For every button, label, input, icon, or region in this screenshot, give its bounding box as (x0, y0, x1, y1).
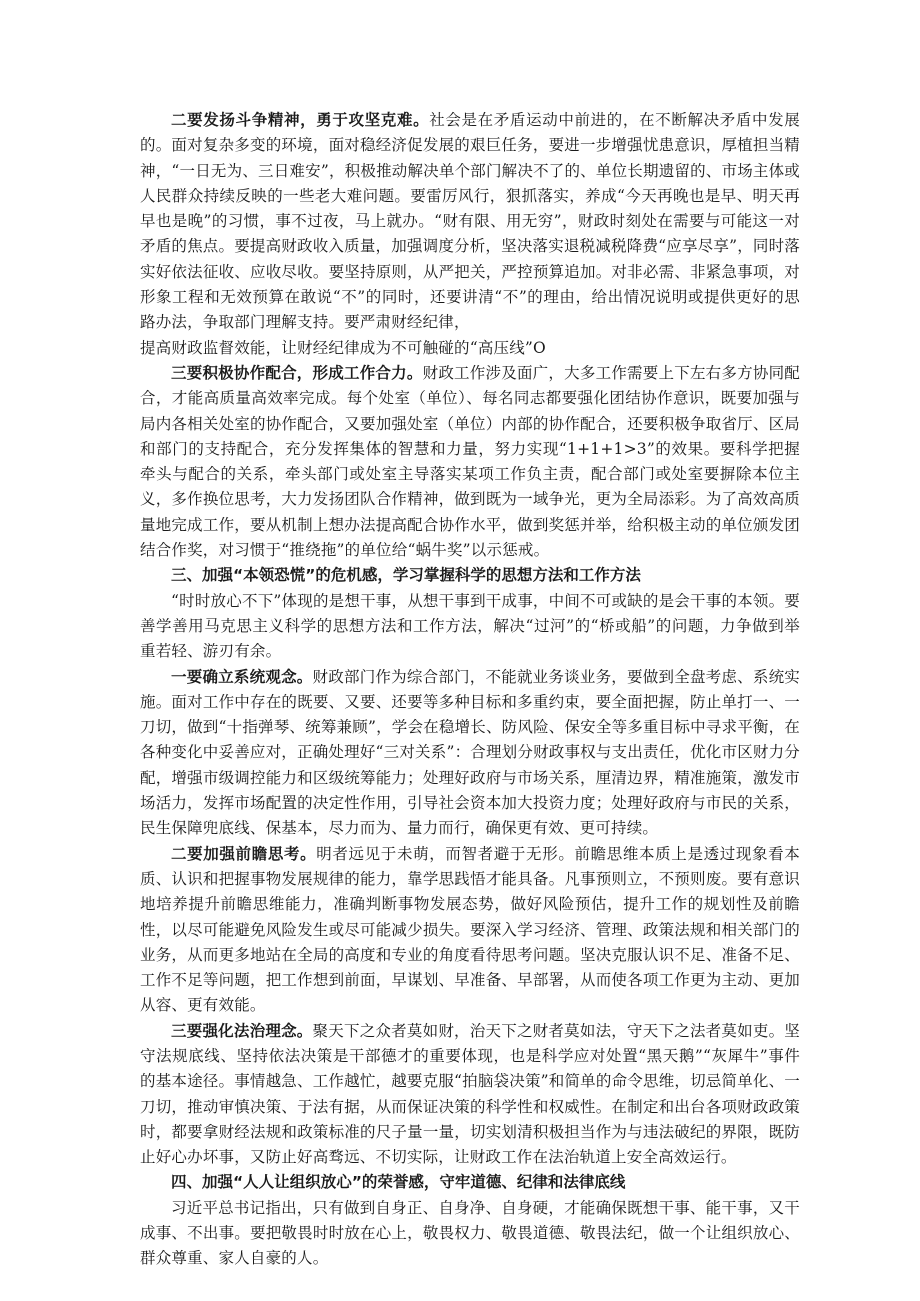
paragraph-body: 财政工作涉及面广，大多工作需要上下左右多方协同配合，才能高质量高效率完成。每个处室（单位）、每名同志都要强化团结协作意识，既要加强与局内各相关处室的协作配合，又要加强处室（单位）内部的协作配合，还要积极争取省厅、区局和部门的支持配合，充分发挥集体的智慧和力量，努力实现“1+1+1>3”的效果。要科学把握牵头与配合的关系，牵头部门或处室主导落实某项工作负主责，配合部门或处室要摒除本位主义，多作换位思考，大力发扬团队合作精神，做到既为一域争光，更为全局添彩。为了高效高质量地完成工作，要从机制上想办法提高配合协作水平，做到奖惩并举，给积极主动的单位颁发团结合作奖，对习惯于“推绕拖”的单位给“蜗牛奖”以示惩戒。 (140, 363, 800, 560)
paragraph-cooperation (140, 361, 800, 563)
document-page (140, 108, 800, 1272)
paragraph-system-view (140, 665, 800, 842)
paragraph-body: 明者远见于未萌，而智者避于无形。前瞻思维本质上是透过现象看本质、认识和把握事物发展规律的能力，靠学思践悟才能具备。凡事预则立，不预则废。要有意识地培养提升前瞻思维能力，准确判断事物发展态势，做好风险预估，提升工作的规划性及前瞻性，以尽可能避免风险发生或尽可能减少损失。要深入学习经济、管理、政策法规和相关部门的业务，从而更多地站在全局的高度和专业的角度看待思考问题。坚决克服认识不足、准备不足、工作不足等问题，把工作想到前面，早谋划、早准备、早部署，从而使各项工作更为主动、更加从容、更有效能。 (140, 844, 800, 1015)
paragraph-lead: 二要发扬斗争精神，勇于攻坚克难。 (171, 111, 430, 129)
paragraph-lead: 三要积极协作配合，形成工作合力。 (171, 363, 423, 382)
paragraph-body: 社会是在矛盾运动中前进的，在不断解决矛盾中发展的。面对复杂多变的环境，面对稳经济促发展的艰巨任务，要进一步增强忧患意识，厚植担当精神，“一日无为、三日难安”，积极推动解决单个部门解决不了的、单位长期遗留的、市场主体或人民群众持续反映的一些老大难问题。要雷厉风行，狠抓落实，养成“今天再晚也是早、明天再早也是晚”的习惯，事不过夜，马上就办。“财有限、用无穷”，财政时刻处在需要与可能这一对矛盾的焦点。要提高财政收入质量，加强调度分析，坚决落实退税减税降费“应享尽享”，同时落实好依法征收、应收尽收。要坚持原则，从严把关，严控预算追加。对非必需、非紧急事项，对形象工程和无效预算在敢说“不”的同时，还要讲清“不”的理由，给出情况说明或提供更好的思路办法，争取部门理解支持。要严肃财经纪律， (140, 111, 800, 332)
paragraph-body: 财政部门作为综合部门，不能就业务谈业务，要做到全盘考虑、系统实施。面对工作中存在的既要、又要、还要等多种目标和多重约束，要全面把握，防止单打一、一刀切，做到“十指弹琴、统筹兼顾”，学会在稳增长、防风险、保安全等多重目标中寻求平衡，在各种变化中妥善应对，正确处理好“三对关系”：合理划分财政事权与支出责任，优化市区财力分配，增强市级调控能力和区级统筹能力；处理好政府与市场关系，厘清边界，精准施策，激发市场活力，发挥市场配置的决定性作用，引导社会资本加大投资力度；处理好政府与市民的关系，民生保障兜底线、保基本，尽力而为、量力而行，确保更有效、更可持续。 (140, 667, 800, 838)
paragraph-supervision: 提高财政监督效能，让财经纪律成为不可触碰的“高压线”O (140, 338, 546, 357)
paragraph-integrity: 习近平总书记指出，只有做到自身正、自身净、自身硬，才能确保既想干事、能干事，又干成事、不出事。要把敬畏时时放在心上，敬畏权力、敬畏道德、敬畏法纪，做一个让组织放心、群众尊重、家人自豪的人。 (140, 1198, 800, 1268)
paragraph-lead: 一要确立系统观念。 (171, 667, 313, 686)
paragraph-body: 聚天下之众者莫如财，治天下之财者莫如法，守天下之法者莫如吏。坚守法规底线、坚持依法决策是干部德才的重要体现，也是科学应对处置“黑天鹅”“灰犀牛”事件的基本途径。事情越急、工作越忙，越要克服“拍脑袋决策”和简单的命令思维，切忌简单化、一刀切，推动审慎决策、于法有据，从而保证决策的科学性和权威性。在制定和出台各项财政政策时，都要拿财经法规和政策标准的尺子量一量，切实划清积极担当作为与违法破纪的界限，既防止好心办坏事，又防止好高骛远、不切实际，让财政工作在法治轨道上安全高效运行。 (140, 1021, 800, 1167)
section-heading-4: 四、加强“人人让组织放心”的荣誉感，守牢道德、纪律和法律底线 (171, 1173, 626, 1192)
paragraph-rule-of-law (140, 1019, 800, 1171)
paragraph-forward-thinking (140, 842, 800, 1019)
paragraph-lead: 三要强化法治理念。 (171, 1021, 313, 1040)
paragraph-skills: “时时放心不下”体现的是想干事，从想干事到干成事，中间不可或缺的是会干事的本领。要善学善用马克思主义科学的思想方法和工作方法，解决“过河”的“桥或船”的问题，力争做到举重若轻、游刃有余。 (140, 591, 800, 661)
section-heading-3: 三、加强“本领恐慌”的危机感，学习掌握科学的思想方法和工作方法 (171, 566, 641, 585)
paragraph-struggle-spirit (140, 108, 800, 336)
paragraph-lead: 二要加强前瞻思考。 (171, 844, 317, 863)
